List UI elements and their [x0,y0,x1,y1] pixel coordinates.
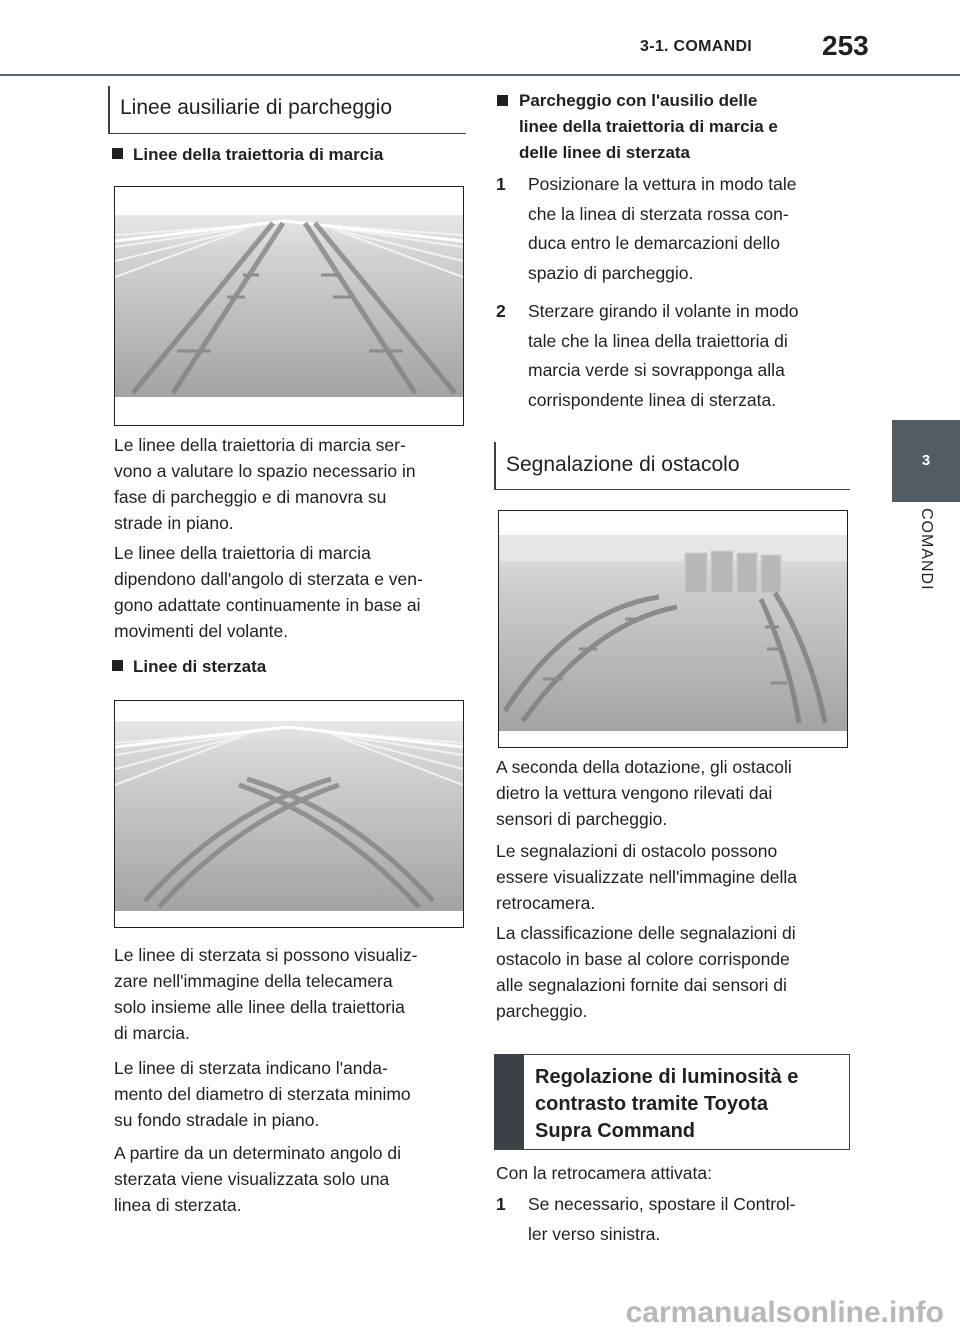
section-heading-obstacle: Segnalazione di ostacolo [494,442,850,490]
subheading-text: Parcheggio con l'ausilio delle [519,91,758,110]
step-text [528,297,798,415]
trajectory-lines-illustration [115,187,463,425]
text-line: fase di parcheggio e di manovra su [114,487,387,507]
text-line: Le linee della traiettoria di marcia ser- [114,435,406,455]
bullet-square-icon [497,95,508,106]
subheading-text: linee della traiettoria di marcia e [519,117,778,136]
intro-text: Con la retrocamera attivata: [496,1163,712,1183]
step-text [528,170,796,288]
step-2 [496,297,856,415]
text-line: su fondo stradale in piano. [114,1110,320,1130]
para-steering-2 [114,1055,474,1133]
running-head: 3-1. COMANDI [640,38,753,55]
text-line: Le linee della traiettoria di marcia [114,543,371,563]
text-line: solo insieme alle linee della traiettoria [114,997,405,1017]
text-line: sensori di parcheggio. [496,809,668,829]
text-line: linea di sterzata. [114,1195,242,1215]
text-line: marcia verde si sovrapponga alla [528,360,785,380]
step-1 [496,170,856,288]
page-number: 253 [822,30,869,61]
text-line: A seconda della dotazione, gli ostacoli [496,757,792,777]
steering-lines-illustration [115,701,463,927]
para-steering-3 [114,1140,474,1218]
para-obstacle-2 [496,838,856,916]
text-line: Sterzare girando il volante in modo [528,301,799,321]
box-title [535,1064,798,1145]
step-number: 2 [496,301,506,321]
subheading-trajectory-lines [112,142,383,168]
text-line: Posizionare la vettura in modo tale [528,174,797,194]
box-accent-bar [495,1055,524,1149]
step-text [528,1190,795,1249]
subheading-text: Linee di sterzata [133,657,267,676]
subheading-parking-with-lines [497,88,857,166]
text-line: dipendono dall'angolo di sterzata e ven- [114,569,423,589]
text-line: Se necessario, spostare il Control- [528,1194,796,1214]
text-line: Le linee di sterzata indicano l'anda- [114,1058,388,1078]
subheading-text: delle linee di sterzata [519,143,691,162]
text-line: Regolazione di luminosità e [535,1066,799,1088]
watermark: carmanualsonline.info [625,1296,944,1329]
text-line: zare nell'immagine della telecamera [114,971,393,991]
text-line: parcheggio. [496,1001,588,1021]
subheading-text: Linee della traiettoria di marcia [133,145,384,164]
text-line: corrispondente linea di sterzata. [528,389,777,410]
subheading-line [497,88,857,114]
bullet-square-icon [112,660,123,671]
figure-steering-lines [114,700,464,928]
text-line: Le segnalazioni di ostacolo possono [496,841,778,861]
para-trajectory-1 [114,432,474,536]
text-line: duca entro le demarcazioni dello [528,233,780,253]
text-line: A partire da un determinato angolo di [114,1143,401,1163]
para-obstacle-3 [496,920,856,1024]
text-line: Supra Command [535,1120,696,1142]
section-heading-parking-lines: Linee ausiliarie di parcheggio [108,86,466,134]
final-step-1 [496,1190,856,1252]
text-line: gono adattate continuamente in base ai [114,595,421,615]
text-line: vono a valutare lo spazio necessario in [114,461,416,481]
text-line: ler verso sinistra. [528,1223,661,1244]
text-line: movimenti del volante. [114,621,289,641]
chapter-label-wrap [892,508,960,618]
header-rule [0,74,960,76]
text-line: mento del diametro di sterzata minimo [114,1084,411,1104]
text-line: La classificazione delle segnalazioni di [496,923,796,943]
step-number: 1 [496,1194,506,1214]
figure-trajectory-lines [114,186,464,426]
text-line: Le linee di sterzata si possono visualiz- [114,945,418,965]
text-line: ostacolo in base al colore corrisponde [496,949,790,969]
subheading-steering-lines [112,654,266,680]
para-steering-1 [114,942,474,1046]
step-number: 1 [496,174,506,194]
text-line: strade in piano. [114,513,234,533]
text-line: tale che la linea della traiettoria di [528,330,788,351]
text-line: retrocamera. [496,893,596,913]
chapter-label: COMANDI [918,508,935,591]
bullet-square-icon [112,148,123,159]
para-obstacle-1 [496,754,856,832]
chapter-tab [892,420,960,502]
para-trajectory-2 [114,540,474,644]
text-line: essere visualizzate nell'immagine della [496,867,797,887]
box-heading-brightness [494,1054,850,1150]
text-line: contrasto tramite Toyota [535,1093,768,1115]
text-line: alle segnalazioni fornite dai sensori di [496,975,787,995]
text-line: di marcia. [114,1023,190,1043]
text-line: che la linea di sterzata rossa con- [528,203,789,224]
text-line: dietro la vettura vengono rilevati dai [496,783,773,803]
text-line: spazio di parcheggio. [528,262,694,283]
obstacle-illustration [499,511,847,747]
text-line: sterzata viene visualizzata solo una [114,1169,390,1189]
figure-obstacle [498,510,848,748]
chapter-number: 3 [921,452,931,469]
